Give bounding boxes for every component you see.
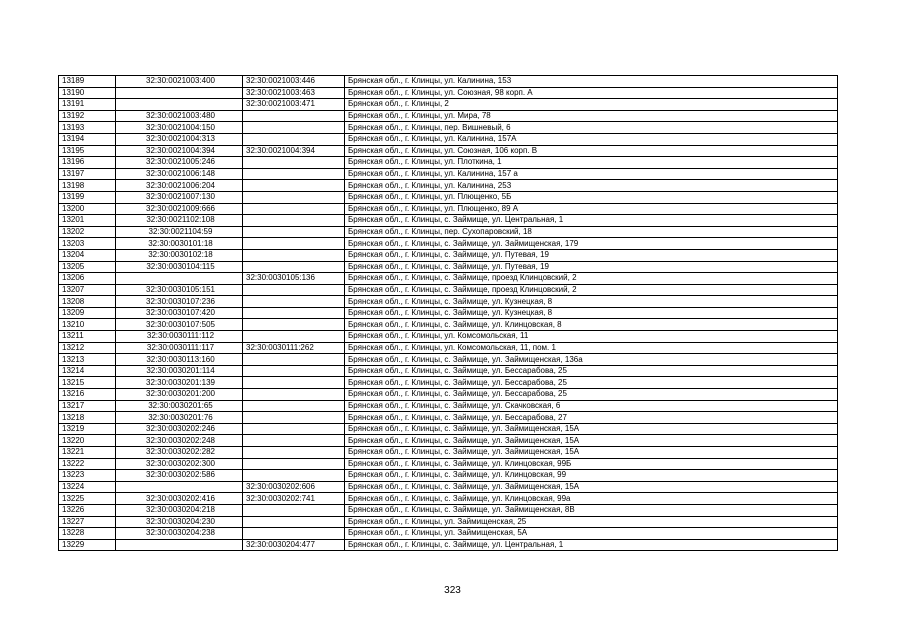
- cadastral-number-cell: 32:30:0021104:59: [116, 226, 243, 238]
- row-number-cell: 13215: [59, 377, 116, 389]
- row-number-cell: 13206: [59, 273, 116, 285]
- related-cadastral-number-cell: 32:30:0030111:262: [243, 342, 345, 354]
- related-cadastral-number-cell: [243, 389, 345, 401]
- page-number: 323: [444, 585, 461, 596]
- address-cell: Брянская обл., г. Клинцы, с. Займище, ул. Центральная, 1: [345, 215, 838, 227]
- row-number-cell: 13218: [59, 412, 116, 424]
- row-number-cell: 13228: [59, 528, 116, 540]
- cadastral-number-cell: 32:30:0021004:394: [116, 145, 243, 157]
- table-row: [59, 238, 838, 250]
- address-cell: Брянская обл., г. Клинцы, с. Займище, ул. Клинцовская, 99а: [345, 493, 838, 505]
- cadastral-number-cell: 32:30:0030204:230: [116, 516, 243, 528]
- address-cell: Брянская обл., г. Клинцы, с. Займище, ул. Займищенская, 8В: [345, 504, 838, 516]
- related-cadastral-number-cell: [243, 157, 345, 169]
- table-row: [59, 226, 838, 238]
- table-row: [59, 157, 838, 169]
- address-cell: Брянская обл., г. Клинцы, ул. Плющенко, 89 А: [345, 203, 838, 215]
- row-number-cell: 13227: [59, 516, 116, 528]
- table-row: [59, 145, 838, 157]
- row-number-cell: 13214: [59, 365, 116, 377]
- table-row: [59, 435, 838, 447]
- related-cadastral-number-cell: [243, 238, 345, 250]
- related-cadastral-number-cell: 32:30:0030202:606: [243, 481, 345, 493]
- address-cell: Брянская обл., г. Клинцы, с. Займище, ул. Путевая, 19: [345, 249, 838, 261]
- address-cell: Брянская обл., г. Клинцы, с. Займище, ул. Скачковская, 6: [345, 400, 838, 412]
- row-number-cell: 13204: [59, 249, 116, 261]
- address-cell: Брянская обл., г. Клинцы, с. Займище, ул. Бессарабова, 25: [345, 377, 838, 389]
- row-number-cell: 13229: [59, 539, 116, 551]
- address-cell: Брянская обл., г. Клинцы, с. Займище, проезд Клинцовский, 2: [345, 284, 838, 296]
- related-cadastral-number-cell: [243, 215, 345, 227]
- cadastral-number-cell: 32:30:0030107:236: [116, 296, 243, 308]
- cadastral-number-cell: [116, 273, 243, 285]
- row-number-cell: 13219: [59, 423, 116, 435]
- related-cadastral-number-cell: [243, 284, 345, 296]
- table-row: [59, 377, 838, 389]
- related-cadastral-number-cell: [243, 528, 345, 540]
- table-row: [59, 319, 838, 331]
- related-cadastral-number-cell: [243, 203, 345, 215]
- address-cell: Брянская обл., г. Клинцы, пер. Вишневый, 6: [345, 122, 838, 134]
- related-cadastral-number-cell: [243, 133, 345, 145]
- cadastral-number-cell: 32:30:0021005:246: [116, 157, 243, 169]
- table-row: [59, 273, 838, 285]
- cadastral-number-cell: 32:30:0030201:76: [116, 412, 243, 424]
- related-cadastral-number-cell: [243, 261, 345, 273]
- address-cell: Брянская обл., г. Клинцы, ул. Мира, 78: [345, 110, 838, 122]
- related-cadastral-number-cell: [243, 423, 345, 435]
- address-cell: Брянская обл., г. Клинцы, с. Займище, проезд Клинцовский, 2: [345, 273, 838, 285]
- related-cadastral-number-cell: [243, 226, 345, 238]
- address-cell: Брянская обл., г. Клинцы, ул. Плоткина, 1: [345, 157, 838, 169]
- related-cadastral-number-cell: [243, 296, 345, 308]
- related-cadastral-number-cell: [243, 365, 345, 377]
- table-row: [59, 447, 838, 459]
- address-cell: Брянская обл., г. Клинцы, с. Займище, ул. Займищенская, 179: [345, 238, 838, 250]
- related-cadastral-number-cell: 32:30:0030202:741: [243, 493, 345, 505]
- cadastral-number-cell: 32:30:0030202:282: [116, 447, 243, 459]
- address-cell: Брянская обл., г. Клинцы, ул. Займищенская, 5А: [345, 528, 838, 540]
- related-cadastral-number-cell: [243, 191, 345, 203]
- address-cell: Брянская обл., г. Клинцы, с. Займище, ул. Займищенская, 15А: [345, 435, 838, 447]
- table-row: [59, 191, 838, 203]
- address-cell: Брянская обл., г. Клинцы, ул. Союзная, 98 корп. А: [345, 87, 838, 99]
- cadastral-number-cell: 32:30:0030105:151: [116, 284, 243, 296]
- row-number-cell: 13213: [59, 354, 116, 366]
- row-number-cell: 13201: [59, 215, 116, 227]
- row-number-cell: 13220: [59, 435, 116, 447]
- table-row: [59, 458, 838, 470]
- address-cell: Брянская обл., г. Клинцы, с. Займище, ул. Кузнецкая, 8: [345, 307, 838, 319]
- related-cadastral-number-cell: 32:30:0021003:463: [243, 87, 345, 99]
- table-row: [59, 180, 838, 192]
- row-number-cell: 13191: [59, 99, 116, 111]
- address-cell: Брянская обл., г. Клинцы, с. Займище, ул. Бессарабова, 25: [345, 389, 838, 401]
- cadastral-number-cell: 32:30:0030111:112: [116, 331, 243, 343]
- table-row: [59, 99, 838, 111]
- cadastral-number-cell: 32:30:0021004:150: [116, 122, 243, 134]
- address-cell: Брянская обл., г. Клинцы, с. Займище, ул. Клинцовская, 8: [345, 319, 838, 331]
- table-row: [59, 110, 838, 122]
- cadastral-number-cell: 32:30:0030102:18: [116, 249, 243, 261]
- cadastral-number-cell: 32:30:0030202:300: [116, 458, 243, 470]
- row-number-cell: 13193: [59, 122, 116, 134]
- related-cadastral-number-cell: 32:30:0021003:446: [243, 76, 345, 88]
- address-cell: Брянская обл., г. Клинцы, ул. Калинина, 157А: [345, 133, 838, 145]
- row-number-cell: 13200: [59, 203, 116, 215]
- related-cadastral-number-cell: [243, 400, 345, 412]
- row-number-cell: 13194: [59, 133, 116, 145]
- related-cadastral-number-cell: [243, 110, 345, 122]
- row-number-cell: 13225: [59, 493, 116, 505]
- table-row: [59, 168, 838, 180]
- table-row: [59, 412, 838, 424]
- cadastral-number-cell: 32:30:0021003:400: [116, 76, 243, 88]
- table-row: [59, 261, 838, 273]
- cadastral-number-cell: 32:30:0030201:65: [116, 400, 243, 412]
- row-number-cell: 13207: [59, 284, 116, 296]
- table-row: [59, 354, 838, 366]
- row-number-cell: 13210: [59, 319, 116, 331]
- table-row: [59, 307, 838, 319]
- address-cell: Брянская обл., г. Клинцы, с. Займище, ул. Путевая, 19: [345, 261, 838, 273]
- related-cadastral-number-cell: [243, 516, 345, 528]
- cadastral-number-cell: 32:30:0030202:246: [116, 423, 243, 435]
- cadastral-number-cell: 32:30:0021102:108: [116, 215, 243, 227]
- address-cell: Брянская обл., г. Клинцы, с. Займище, ул. Клинцовская, 99: [345, 470, 838, 482]
- row-number-cell: 13216: [59, 389, 116, 401]
- address-cell: Брянская обл., г. Клинцы, ул. Комсомольская, 11: [345, 331, 838, 343]
- table-row: [59, 87, 838, 99]
- cadastral-number-cell: [116, 481, 243, 493]
- row-number-cell: 13192: [59, 110, 116, 122]
- address-cell: Брянская обл., г. Клинцы, с. Займище, ул. Займищенская, 15А: [345, 481, 838, 493]
- row-number-cell: 13223: [59, 470, 116, 482]
- address-cell: Брянская обл., г. Клинцы, с. Займище, ул. Центральная, 1: [345, 539, 838, 551]
- address-cell: Брянская обл., г. Клинцы, с. Займище, ул. Кузнецкая, 8: [345, 296, 838, 308]
- related-cadastral-number-cell: 32:30:0030105:136: [243, 273, 345, 285]
- table-row: [59, 122, 838, 134]
- table-row: [59, 389, 838, 401]
- related-cadastral-number-cell: [243, 168, 345, 180]
- row-number-cell: 13196: [59, 157, 116, 169]
- related-cadastral-number-cell: [243, 122, 345, 134]
- cadastral-number-cell: [116, 539, 243, 551]
- row-number-cell: 13226: [59, 504, 116, 516]
- address-cell: Брянская обл., г. Клинцы, с. Займище, ул. Займищенская, 15А: [345, 423, 838, 435]
- address-cell: Брянская обл., г. Клинцы, с. Займище, ул. Займищенская, 136а: [345, 354, 838, 366]
- cadastral-number-cell: 32:30:0021006:148: [116, 168, 243, 180]
- cadastral-number-cell: 32:30:0021003:480: [116, 110, 243, 122]
- address-cell: Брянская обл., г. Клинцы, с. Займище, ул. Займищенская, 15А: [345, 447, 838, 459]
- related-cadastral-number-cell: [243, 319, 345, 331]
- row-number-cell: 13199: [59, 191, 116, 203]
- row-number-cell: 13211: [59, 331, 116, 343]
- address-cell: Брянская обл., г. Клинцы, ул. Плющенко, 5Б: [345, 191, 838, 203]
- cadastral-number-cell: 32:30:0021006:204: [116, 180, 243, 192]
- address-cell: Брянская обл., г. Клинцы, ул. Союзная, 106 корп. В: [345, 145, 838, 157]
- address-cell: Брянская обл., г. Клинцы, ул. Калинина, 157 а: [345, 168, 838, 180]
- cadastral-number-cell: 32:30:0030201:114: [116, 365, 243, 377]
- row-number-cell: 13198: [59, 180, 116, 192]
- table-row: [59, 331, 838, 343]
- row-number-cell: 13212: [59, 342, 116, 354]
- related-cadastral-number-cell: [243, 180, 345, 192]
- table-row: [59, 296, 838, 308]
- table-row: [59, 504, 838, 516]
- row-number-cell: 13197: [59, 168, 116, 180]
- table-row: [59, 481, 838, 493]
- cadastral-number-cell: 32:30:0030201:200: [116, 389, 243, 401]
- cadastral-number-cell: 32:30:0030104:115: [116, 261, 243, 273]
- related-cadastral-number-cell: [243, 447, 345, 459]
- table-row: [59, 528, 838, 540]
- table-row: [59, 493, 838, 505]
- related-cadastral-number-cell: [243, 435, 345, 447]
- row-number-cell: 13195: [59, 145, 116, 157]
- table-row: [59, 423, 838, 435]
- table-row: [59, 470, 838, 482]
- table-row: [59, 516, 838, 528]
- address-cell: Брянская обл., г. Клинцы, 2: [345, 99, 838, 111]
- table-row: [59, 249, 838, 261]
- related-cadastral-number-cell: [243, 354, 345, 366]
- row-number-cell: 13203: [59, 238, 116, 250]
- address-cell: Брянская обл., г. Клинцы, с. Займище, ул. Бессарабова, 27: [345, 412, 838, 424]
- row-number-cell: 13222: [59, 458, 116, 470]
- registry-table: [58, 75, 838, 551]
- cadastral-number-cell: 32:30:0030204:238: [116, 528, 243, 540]
- cadastral-number-cell: 32:30:0030202:416: [116, 493, 243, 505]
- address-cell: Брянская обл., г. Клинцы, с. Займище, ул. Бессарабова, 25: [345, 365, 838, 377]
- related-cadastral-number-cell: [243, 307, 345, 319]
- table-row: [59, 400, 838, 412]
- related-cadastral-number-cell: [243, 458, 345, 470]
- related-cadastral-number-cell: [243, 504, 345, 516]
- cadastral-number-cell: 32:30:0030101:18: [116, 238, 243, 250]
- cadastral-number-cell: 32:30:0030202:586: [116, 470, 243, 482]
- address-cell: Брянская обл., г. Клинцы, ул. Калинина, 153: [345, 76, 838, 88]
- table-row: [59, 539, 838, 551]
- row-number-cell: 13202: [59, 226, 116, 238]
- table-row: [59, 133, 838, 145]
- related-cadastral-number-cell: [243, 377, 345, 389]
- cadastral-number-cell: 32:30:0021009:666: [116, 203, 243, 215]
- related-cadastral-number-cell: [243, 331, 345, 343]
- row-number-cell: 13189: [59, 76, 116, 88]
- cadastral-number-cell: 32:30:0030107:420: [116, 307, 243, 319]
- cadastral-number-cell: 32:30:0021007:130: [116, 191, 243, 203]
- table-row: [59, 76, 838, 88]
- row-number-cell: 13224: [59, 481, 116, 493]
- table-row: [59, 215, 838, 227]
- row-number-cell: 13209: [59, 307, 116, 319]
- related-cadastral-number-cell: [243, 470, 345, 482]
- related-cadastral-number-cell: [243, 412, 345, 424]
- related-cadastral-number-cell: [243, 249, 345, 261]
- table-row: [59, 203, 838, 215]
- related-cadastral-number-cell: 32:30:0030204:477: [243, 539, 345, 551]
- address-cell: Брянская обл., г. Клинцы, ул. Калинина, 253: [345, 180, 838, 192]
- address-cell: Брянская обл., г. Клинцы, пер. Сухопаровский, 18: [345, 226, 838, 238]
- address-cell: Брянская обл., г. Клинцы, ул. Комсомольская, 11, пом. 1: [345, 342, 838, 354]
- cadastral-number-cell: [116, 87, 243, 99]
- cadastral-number-cell: 32:30:0030111:117: [116, 342, 243, 354]
- table-row: [59, 284, 838, 296]
- address-cell: Брянская обл., г. Клинцы, ул. Займищенская, 25: [345, 516, 838, 528]
- related-cadastral-number-cell: 32:30:0021004:394: [243, 145, 345, 157]
- cadastral-number-cell: 32:30:0030201:139: [116, 377, 243, 389]
- table-row: [59, 365, 838, 377]
- cadastral-number-cell: 32:30:0030202:248: [116, 435, 243, 447]
- row-number-cell: 13190: [59, 87, 116, 99]
- cadastral-number-cell: 32:30:0030107:505: [116, 319, 243, 331]
- cadastral-number-cell: 32:30:0030113:160: [116, 354, 243, 366]
- related-cadastral-number-cell: 32:30:0021003:471: [243, 99, 345, 111]
- cadastral-number-cell: 32:30:0030204:218: [116, 504, 243, 516]
- row-number-cell: 13217: [59, 400, 116, 412]
- row-number-cell: 13221: [59, 447, 116, 459]
- table-row: [59, 342, 838, 354]
- address-cell: Брянская обл., г. Клинцы, с. Займище, ул. Клинцовская, 99Б: [345, 458, 838, 470]
- registry-table-body: [59, 76, 838, 551]
- row-number-cell: 13205: [59, 261, 116, 273]
- row-number-cell: 13208: [59, 296, 116, 308]
- cadastral-number-cell: [116, 99, 243, 111]
- cadastral-number-cell: 32:30:0021004:313: [116, 133, 243, 145]
